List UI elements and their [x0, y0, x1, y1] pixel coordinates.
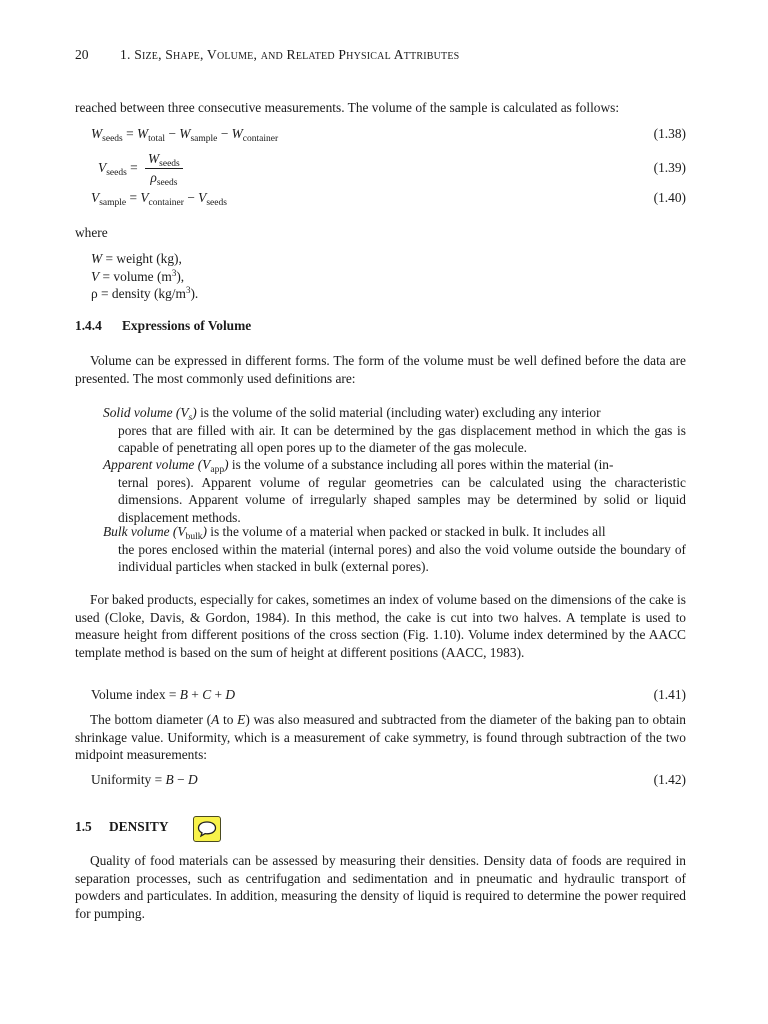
paragraph-baked-products: For baked products, especially for cakes, sometimes an index of volume based on the dimensions of the cake is used (Cloke, Davis, & Gordon, 1984). In this method, the cake is cut into two halves. A template is used to measure height from different positions of the cross section (Fig. 1.10). Volume index determined by the AACC template method is based on the sum of height at different positions (AACC, 1983). [75, 592, 686, 660]
definition-term: Solid volume $(V_s)$ [103, 405, 197, 423]
variable-volume: V = volume $(m^3)$, [91, 267, 185, 284]
equation-body: Volume index = B + C + D [91, 687, 236, 702]
definition-text: is the volume of a material when packed or stacked in bulk. It includes all [210, 524, 606, 539]
definition-term: Bulk volume $(V_{bulk})$ [103, 524, 207, 542]
speech-bubble-note-icon[interactable] [193, 816, 221, 842]
where-label: where [75, 225, 108, 240]
equation-1-38 [91, 125, 686, 143]
equation-number: (1.42) [653, 772, 686, 787]
page-number: 20 [75, 47, 89, 62]
equation-number: (1.39) [653, 160, 686, 175]
section-title: DENSITY [109, 819, 169, 834]
equation-body: $V_{sample} = V_{container} - V_{seeds}$ [91, 190, 227, 208]
definition-text: is the volume of the solid material (including water) excluding any interior [200, 405, 601, 420]
section-number: 1.5 [75, 819, 92, 834]
section-heading-1-4-4 [75, 318, 251, 334]
definition-term: Apparent volume $(V_{app})$ [103, 457, 229, 475]
equation-1-39 [91, 150, 686, 189]
definition-continuation: pores that are filled with air. It can be determined by the gas displacement method in which the gas is capable of penetrating all open pores up to the diameter of the gas molecule. [118, 422, 686, 455]
fraction: $\frac{W_{seeds}}{\rho_{seeds}}$ [145, 151, 183, 186]
running-head [75, 47, 686, 63]
section-title: Expressions of Volume [122, 318, 252, 333]
chapter-title: 1. Size, Shape, Volume, and Related Physical Attributes [120, 47, 460, 62]
equation-number: (1.38) [653, 126, 686, 141]
paragraph-volume-forms: Volume can be expressed in different forms. The form of the volume must be well defined before the data are presented. The most commonly used definitions are: [75, 353, 686, 386]
section-heading-1-5 [75, 819, 169, 835]
definition-continuation: the pores enclosed within the material (internal pores) and also the void volume outside the boundary of individual particles when stacked in bulk (external pores). [118, 541, 686, 574]
equation-1-41 [91, 686, 686, 704]
equation-number: (1.40) [653, 190, 686, 205]
paragraph-density: Quality of food materials can be assessed by measuring their densities. Density data of foods are required in separation processes, such as centrifugation and sedimentation and in pneumatic and hydraulic transport of powders and particulates. In addition, measuring the density of liquid is required to determine the power required for pumping. [75, 853, 686, 921]
definition-solid-volume [103, 404, 686, 457]
intro-line: reached between three consecutive measurements. The volume of the sample is calculated as follows: [75, 100, 620, 115]
equation-1-40 [91, 189, 686, 207]
variable-weight: W = weight (kg), [91, 251, 182, 266]
definition-bulk-volume [103, 523, 686, 576]
definition-text: is the volume of a substance including all pores within the material (in- [231, 457, 614, 472]
definition-apparent-volume [103, 456, 686, 526]
variable-density: ρ = density $(kg/m^3)$. [91, 285, 199, 301]
variable-list [91, 250, 198, 303]
equation-body: Uniformity = B − D [91, 772, 198, 787]
paragraph-bottom-diameter: The bottom diameter (A to E) was also measured and subtracted from the diameter of the baking pan to obtain shrinkage value. Uniformity, which is a measurement of cake symmetry, is found through subtraction of the two midpoint measurements: [75, 712, 686, 763]
equation-number: (1.41) [653, 687, 686, 702]
equation-body: $W_{seeds} = W_{total} - W_{sample} - W_{container}$ [91, 126, 279, 144]
equation-body: $V_{seeds}$ = $\frac{W_{seeds}}{\rho_{seeds}}$ [98, 150, 183, 186]
equation-1-42 [91, 771, 686, 789]
section-number: 1.4.4 [75, 318, 102, 333]
definition-continuation: ternal pores). Apparent volume of regular geometries can be calculated using the characteristic dimensions. Apparent volume of irregularly shaped samples may be determined by solid or liquid displacement methods. [118, 474, 686, 525]
